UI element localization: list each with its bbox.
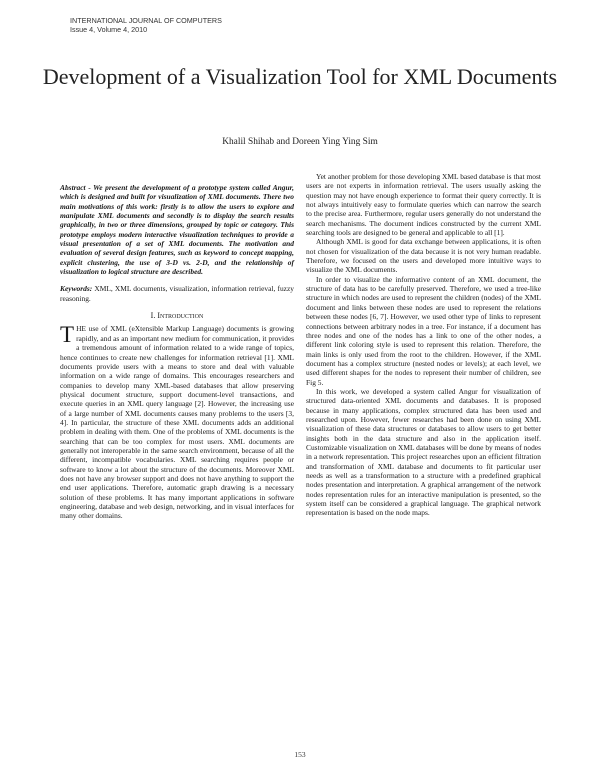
- journal-issue: Issue 4, Volume 4, 2010: [70, 25, 148, 34]
- section-heading-introduction: I. Introduction: [150, 311, 204, 321]
- left-column: [60, 183, 294, 521]
- journal-name: INTERNATIONAL JOURNAL OF COMPUTERS: [70, 16, 222, 25]
- right-paragraph-1: Yet another problem for those developing XML based database is that most users are not experts in information retrieval. The users usually asking the question may not have enough experience to format their query correctly. It is not always intuitively easy to formulate queries which can narrow the search to the precise area. Furthermore, regular users generally do not understand the search mechanisms. The document indices constructed by the current XML searching tools are designed to be general and applicable to all [1].: [306, 172, 541, 238]
- right-paragraph-4: In this work, we developed a system called Angur for visualization of structured data-oriented XML documents and databases. It is proposed because in many applications, complex structured data has been used and researched upon. However, fewer researches had been done on using XML visualization of these data structures or databases to allow users to get better insights both in the data structure and also in the application itself. Customizable visualization on XML databases will be done by means of nodes in a network representation. This project researches upon an efficient filtration and transformation of XML database and documents to fit particular user needs as well as a transformation to a structure with a predefined graphical nodes presentation and interpretation. A graphical arrangement of the network nodes representation rules for an interactive manipulation is presented, so the system itself can be considered a graphical language. The graphical network representation is based on the node maps.: [306, 386, 541, 518]
- keywords-label: Keywords:: [60, 284, 93, 294]
- right-paragraph-3: In order to visualize the informative content of an XML document, the structure of data has to be carefully preserved. Therefore, we used a tree-like structure in which nodes are used to represent the children (nodes) of the XML document and links between these nodes are used to represent the relations between these nodes [6, 7]. However, we used other type of links to represent connections between arbitrary nodes in a tree. For instance, if a document has three nodes and one of the nodes has a link to one of the other nodes, a different link coloring style is used to represent this relation. Therefore, the main links is only used from the root to the children. However, if the XML document has a complex structure (nested nodes or levels); at each level, we used different shapes for the nodes to represent their number of children, see Fig 5.: [306, 274, 541, 387]
- intro-paragraph: [60, 324, 294, 520]
- intro-paragraph-text: HE use of XML (eXtensible Markup Language) documents is growing rapidly, and as an important new medium for communication, it provides a tremendous amount of information related to a wide range of topics, hence continues to create new challenges for information retrieval [1]. XML documents provide users with a means to store and deal with valuable information on a wide range of domains. This encourages researchers and companies to develop many XML-based databases that allow preserving physical document structure, support document-level transactions, and execute queries in an XML query language [2]. However, the increasing use of a large number of XML documents causes many problems to the users [3, 4]. In particular, the structure of these XML documents adds an additional problem in dealing with them. One of the problems of XML documents is the searching that can be too complex for most users. XML documents are generally not interoperable in the same search environment, because of all the different, incompatible vocabularies. XML searching requires people or software to know a lot about the structure of the documents. Moreover XML does not have any browser support and does not have anything to support the end user applications. Therefore, automatic graph drawing is a necessary solution of these problems. It has many important applications in software engineering, database and web design, networking, and in visual interfaces for many other domains.: [60, 324, 294, 521]
- right-paragraph-2: Although XML is good for data exchange between applications, it is often not chosen for visualization of the data because it is not very human readable. Therefore, we focused on the users and developed more intuitive ways to visualize the XML documents.: [306, 237, 541, 275]
- abstract: Abstract - We present the development of a prototype system called Angur, which is designed and built for visualization of XML documents. There two main motivations of this work: firstly is to allow the users to explore and manipulate XML documents and secondly is to display the search results graphically, in two or three dimensions, grouped by topic or category. This prototype employs modern interactive visualization techniques to provide a visual presentation of a set of XML documents. The motivation and evaluation of several design features, such as keyword to concept mapping, explicit clustering, the use of 3-D vs. 2-D, and the relationship of visualization to logical structure are described.: [60, 183, 294, 277]
- paper-authors: Khalil Shihab and Doreen Ying Ying Sim: [222, 137, 378, 147]
- introduction-body: [60, 324, 294, 520]
- journal-header: [70, 16, 222, 34]
- drop-cap: T: [60, 322, 75, 348]
- page-number: 153: [294, 750, 306, 759]
- keywords-text: XML, XML documents, visualization, information retrieval, fuzzy reasoning.: [60, 284, 294, 303]
- paper-title: Development of a Visualization Tool for XML Documents: [42, 64, 558, 89]
- right-column: [306, 172, 541, 518]
- keywords: [60, 284, 294, 303]
